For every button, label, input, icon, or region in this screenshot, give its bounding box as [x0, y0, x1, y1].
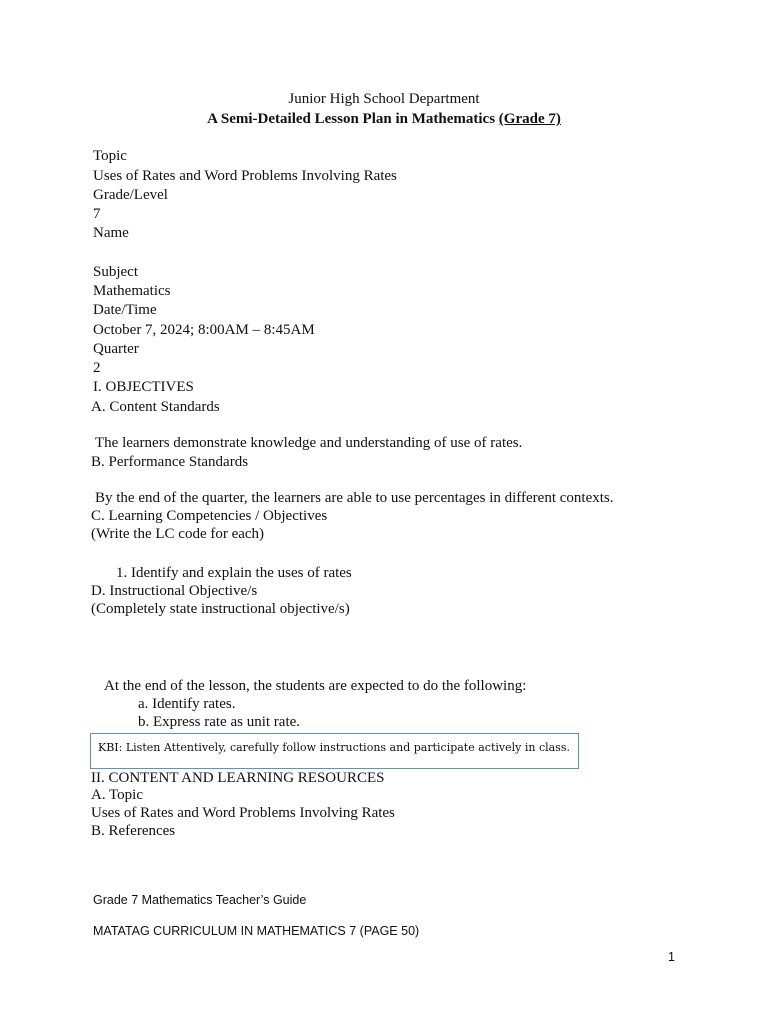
objectives-heading: I. OBJECTIVES: [93, 379, 194, 395]
kbi-box: [90, 733, 579, 769]
instructional-objectives-note: (Completely state instructional objective/s): [91, 601, 350, 617]
datetime-value: October 7, 2024; 8:00AM – 8:45AM: [93, 322, 315, 338]
instructional-objectives-label: D. Instructional Objective/s: [91, 583, 258, 599]
performance-standards-text: By the end of the quarter, the learners are able to use percentages in different contexts.: [95, 490, 614, 506]
content-topic-value: Uses of Rates and Word Problems Involving Rates: [91, 805, 395, 821]
subject-label: Subject: [93, 264, 138, 280]
content-resources-heading: II. CONTENT AND LEARNING RESOURCES: [91, 770, 385, 786]
quarter-value: 2: [93, 360, 101, 376]
lesson-plan-title: [0, 110, 768, 128]
lc-code-note: (Write the LC code for each): [91, 526, 265, 542]
objective-item-a: a. Identify rates.: [138, 696, 236, 712]
datetime-label: Date/Time: [93, 302, 157, 318]
objective-item-b: b. Express rate as unit rate.: [138, 714, 301, 730]
grade-value: 7: [93, 206, 101, 222]
learning-competencies-label: C. Learning Competencies / Objectives: [91, 508, 328, 524]
title-text: A Semi-Detailed Lesson Plan in Mathematics: [207, 111, 496, 127]
quarter-label: Quarter: [93, 341, 139, 357]
department-heading: Junior High School Department: [288, 91, 480, 107]
kbi-text: KBI: Listen Attentively, carefully follow instructions and participate actively in class.: [98, 741, 570, 754]
content-standards-text: The learners demonstrate knowledge and understanding of use of rates.: [95, 435, 523, 451]
topic-value: Uses of Rates and Word Problems Involving Rates: [93, 168, 397, 184]
objectives-intro: At the end of the lesson, the students are expected to do the following:: [104, 678, 527, 694]
performance-standards-label: B. Performance Standards: [91, 454, 249, 470]
grade-label: Grade/Level: [93, 187, 168, 203]
subject-value: Mathematics: [93, 283, 171, 299]
references-label: B. References: [91, 823, 176, 839]
reference-matatag: MATATAG CURRICULUM IN MATHEMATICS 7 (PAGE 50): [93, 924, 420, 938]
competency-item: 1. Identify and explain the uses of rates: [116, 565, 352, 581]
topic-label: Topic: [93, 148, 127, 164]
content-topic-label: A. Topic: [91, 787, 144, 803]
name-label: Name: [93, 225, 129, 241]
grade-tag: (Grade 7): [498, 111, 561, 127]
content-standards-label: A. Content Standards: [91, 399, 220, 415]
reference-teachers-guide: Grade 7 Mathematics Teacher’s Guide: [93, 893, 307, 907]
page-number: 1: [668, 950, 675, 964]
